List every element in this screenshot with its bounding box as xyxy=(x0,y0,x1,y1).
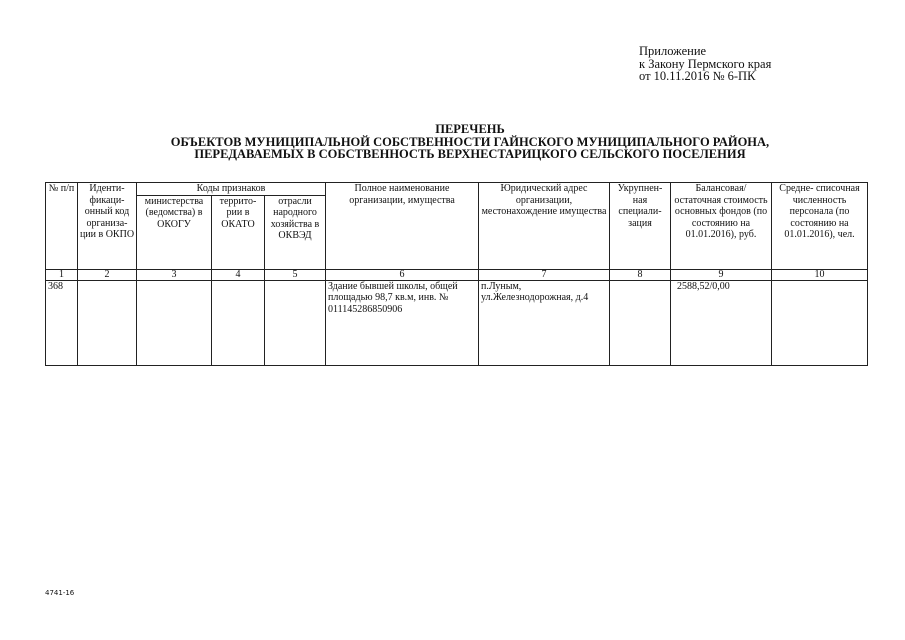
appendix-law-ref: к Закону Пермского края xyxy=(639,56,772,71)
table-row xyxy=(46,280,868,365)
column-number: 4 xyxy=(212,269,265,280)
header-okogu: министерства (ведомства) в ОКОГУ xyxy=(137,195,212,269)
appendix-label: Приложение xyxy=(639,44,707,58)
document-title xyxy=(60,123,880,161)
column-number: 8 xyxy=(610,269,671,280)
column-number-row xyxy=(46,269,868,280)
property-table xyxy=(45,182,868,366)
cell-okato xyxy=(212,280,265,365)
header-codes-group: Коды признаков xyxy=(137,183,326,196)
column-number: 5 xyxy=(265,269,326,280)
header-headcount: Средне- списочная численность персонала (по состоянию на 01.01.2016), чел. xyxy=(772,183,868,270)
column-number: 1 xyxy=(46,269,78,280)
appendix-law-date: от 10.11.2016 № 6-ПК xyxy=(639,69,756,83)
header-okved: отрасли народного хозяйства в ОКВЭД xyxy=(265,195,326,269)
column-number: 3 xyxy=(137,269,212,280)
header-okato: террито- рии в ОКАТО xyxy=(212,195,265,269)
cell-full-name: Здание бывшей школы, общей площадью 98,7 кв.м, инв. № 011145286850906 xyxy=(326,280,479,365)
cell-number: 368 xyxy=(46,280,78,365)
cell-specialization xyxy=(610,280,671,365)
cell-okpo xyxy=(78,280,137,365)
cell-okved xyxy=(265,280,326,365)
cell-balance-value: 2588,52/0,00 xyxy=(671,280,772,365)
title-subheading-line2: ПЕРЕДАВАЕМЫХ В СОБСТВЕННОСТЬ ВЕРХНЕСТАРИЦКОГО СЕЛЬСКОГО ПОСЕЛЕНИЯ xyxy=(194,147,746,161)
column-number: 6 xyxy=(326,269,479,280)
document-code: 4741-16 xyxy=(45,589,75,597)
header-full-name: Полное наименование организации, имущества xyxy=(326,183,479,270)
cell-okogu xyxy=(137,280,212,365)
appendix-reference xyxy=(639,45,771,83)
header-specialization: Укрупнен- ная специали- зация xyxy=(610,183,671,270)
header-number: № п/п xyxy=(46,183,78,270)
title-heading: ПЕРЕЧЕНЬ xyxy=(435,122,505,136)
title-subheading-line1: ОБЪЕКТОВ МУНИЦИПАЛЬНОЙ СОБСТВЕННОСТИ ГАЙНСКОГО МУНИЦИПАЛЬНОГО РАЙОНА, xyxy=(170,134,770,149)
header-okpo: Иденти- фикаци- онный код организа- ции в ОКПО xyxy=(78,183,137,270)
column-number: 2 xyxy=(78,269,137,280)
header-address: Юридический адрес организации, местонахождение имущества xyxy=(479,183,610,270)
column-number: 7 xyxy=(479,269,610,280)
cell-address: п.Луным, ул.Железнодорожная, д.4 xyxy=(479,280,610,365)
column-number: 9 xyxy=(671,269,772,280)
cell-headcount xyxy=(772,280,868,365)
header-balance-value: Балансовая/ остаточная стоимость основных фондов (по состоянию на 01.01.2016), руб. xyxy=(671,183,772,270)
column-number: 10 xyxy=(772,269,868,280)
